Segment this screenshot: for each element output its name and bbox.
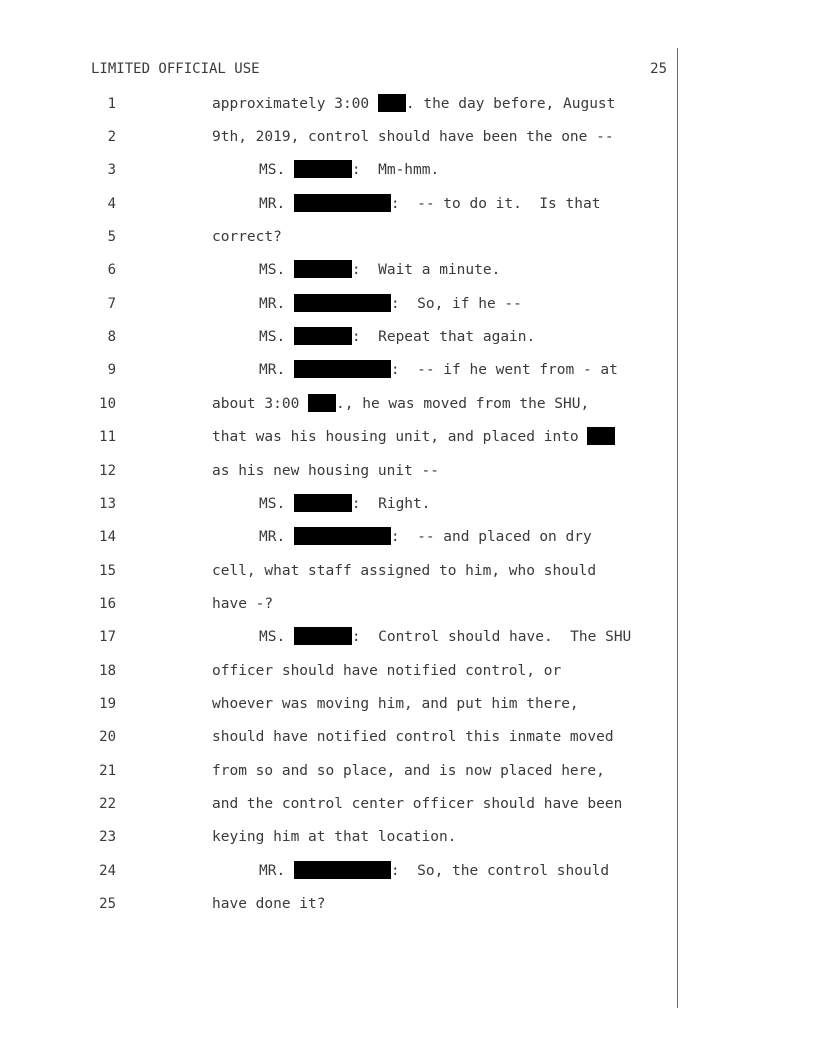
line-text: that was his housing unit, and placed into [212,426,615,448]
line-number: 24 [99,863,116,879]
transcript-line [0,326,670,348]
transcript-line [0,393,670,415]
line-text: 9th, 2019, control should have been the one -- [212,129,614,145]
page-number: 25 [650,61,667,77]
transcript-line [0,560,670,582]
speaker-line: MS. : Right. [259,496,431,512]
line-number: 2 [107,129,116,145]
redaction-box [294,494,352,512]
line-number: 9 [107,362,116,378]
classification-header: LIMITED OFFICIAL USE [91,61,260,77]
line-number: 10 [99,396,116,412]
line-number: 14 [99,529,116,545]
line-text: correct? [212,229,282,245]
line-number: 1 [107,96,116,112]
transcript-line [0,760,670,782]
line-number: 11 [99,429,116,445]
line-number: 25 [99,896,116,912]
line-number: 18 [99,663,116,679]
redaction-box [294,861,391,879]
line-number: 13 [99,496,116,512]
transcript-line [0,593,670,615]
transcript-line [0,860,670,882]
transcript-line [0,460,670,482]
transcript-line [0,359,670,381]
transcript-line [0,660,670,682]
line-number: 8 [107,329,116,345]
line-number: 5 [107,229,116,245]
line-number: 12 [99,463,116,479]
line-number: 6 [107,262,116,278]
speaker-line: MR. : -- if he went from - at [259,362,618,378]
transcript-line [0,626,670,648]
speaker-line: MR. : So, the control should [259,863,610,879]
redaction-box [294,160,352,178]
transcript-line [0,693,670,715]
speaker-line: MR. : -- to do it. Is that [259,196,601,212]
transcript-line [0,826,670,848]
redaction-box [294,527,391,545]
line-text: and the control center officer should have been [212,796,623,812]
redaction-box [294,360,391,378]
speaker-line: MR. : So, if he -- [259,296,522,312]
line-text: as his new housing unit -- [212,463,439,479]
transcript-line [0,726,670,748]
line-number: 23 [99,829,116,845]
redaction-box [587,427,615,445]
redaction-box [294,194,391,212]
line-number: 20 [99,729,116,745]
line-number: 22 [99,796,116,812]
transcript-line [0,293,670,315]
line-text: have -? [212,596,274,612]
line-text: whoever was moving him, and put him there, [212,696,579,712]
transcript-line [0,493,670,515]
line-number: 16 [99,596,116,612]
line-number: 19 [99,696,116,712]
transcript-line [0,426,670,448]
transcript-line [0,93,670,115]
redaction-box [294,327,352,345]
line-number: 3 [107,162,116,178]
transcript-line [0,793,670,815]
redaction-box [308,394,336,412]
line-text: keying him at that location. [212,829,457,845]
line-text: cell, what staff assigned to him, who should [212,563,597,579]
redaction-box [378,94,406,112]
transcript-line [0,159,670,181]
line-text: about 3:00 ., he was moved from the SHU, [212,396,590,412]
line-text: approximately 3:00 . the day before, August [212,96,616,112]
line-number: 7 [107,296,116,312]
transcript-line [0,226,670,248]
transcript-line [0,126,670,148]
speaker-line: MS. : Wait a minute. [259,262,501,278]
transcript-line [0,259,670,281]
line-number: 21 [99,763,116,779]
speaker-line: MR. : -- and placed on dry [259,529,592,545]
redaction-box [294,627,352,645]
line-text: from so and so place, and is now placed here, [212,763,605,779]
speaker-line: MS. : Mm-hmm. [259,162,440,178]
redaction-box [294,294,391,312]
line-number: 17 [99,629,116,645]
transcript-line [0,526,670,548]
line-text: officer should have notified control, or [212,663,562,679]
line-number: 15 [99,563,116,579]
line-text: should have notified control this inmate moved [212,729,614,745]
speaker-line: MS. : Control should have. The SHU [259,629,632,645]
transcript-line [0,893,670,915]
transcript-line [0,193,670,215]
redaction-box [294,260,352,278]
line-text: have done it? [212,896,326,912]
line-number: 4 [107,196,116,212]
right-margin-rule [677,48,678,1008]
speaker-line: MS. : Repeat that again. [259,329,536,345]
